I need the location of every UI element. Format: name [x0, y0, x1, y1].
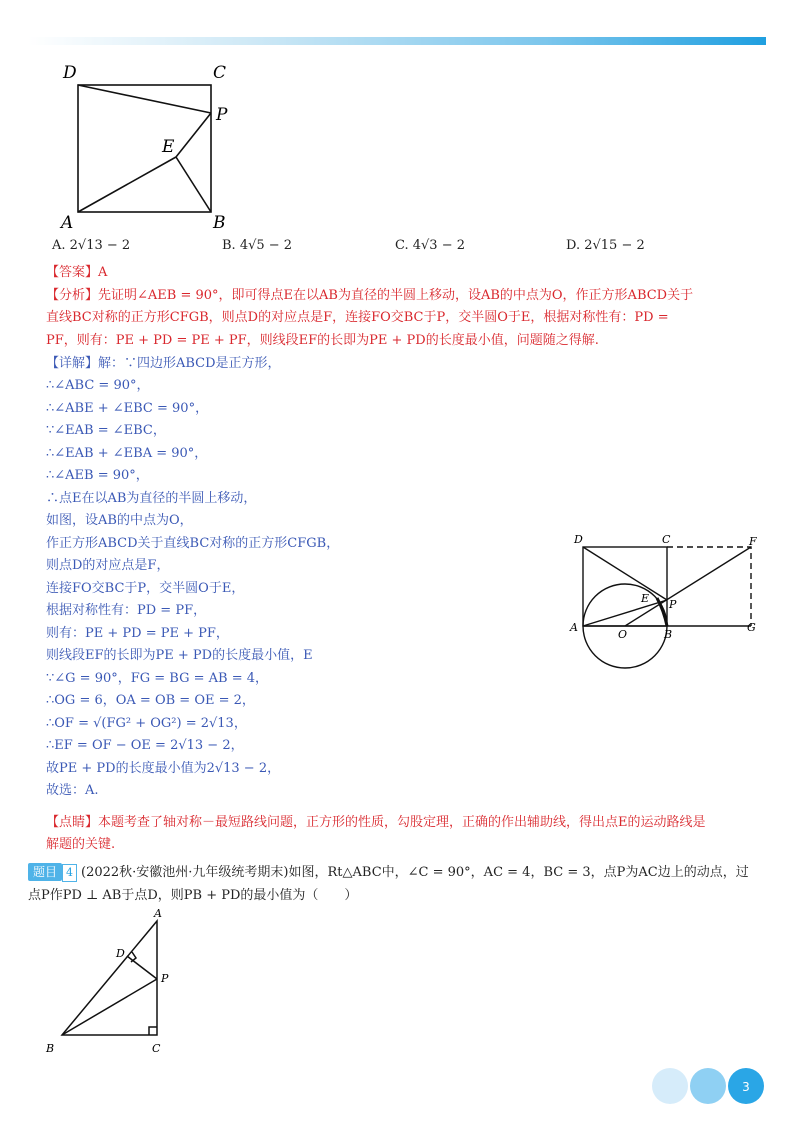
detail-line-20: 故选：A. [46, 783, 99, 798]
label-b: B [46, 1042, 55, 1055]
option-d[interactable]: D. 2√15 − 2 [566, 238, 645, 253]
option-b[interactable]: B. 4√5 − 2 [222, 238, 293, 253]
label-c: C [662, 533, 671, 546]
detail-line-6: ∴∠AEB = 90°， [46, 468, 149, 483]
detail-line-10: 则点D的对应点是F， [46, 558, 170, 573]
comment-line-2: 解题的关键. [46, 837, 116, 852]
analysis-line-3: PF，则有：PE + PD = PE + PF，则线段EF的长即为PE + PD的长度最小值，问题随之得解. [46, 333, 599, 348]
detail-line-14: 则线段EF的长即为PE + PD的长度最小值，E [46, 648, 313, 663]
label-e: E [162, 137, 175, 157]
problem-number: 4 [62, 864, 77, 882]
problem-text-line-2: 点P作PD ⊥ AB于点D，则PB + PD的最小值为（ ） [28, 887, 358, 903]
label-c: C [152, 1042, 161, 1055]
detail-line-16: ∴OG = 6，OA = OB = OE = 2， [46, 693, 255, 708]
label-c: C [213, 63, 227, 83]
label-p: P [216, 105, 228, 125]
header-decoration-bar [28, 37, 766, 45]
detail-line-18: ∴EF = OF − OE = 2√13 − 2， [46, 738, 244, 753]
detail-line-15: ∵∠G = 90°，FG = BG = AB = 4， [46, 671, 269, 686]
figure-right-triangle [40, 905, 180, 1063]
detail-line-11: 连接FO交BC于P，交半圆O于E， [46, 581, 245, 596]
detail-line-7: ∴点E在以AB为直径的半圆上移动， [46, 491, 257, 506]
page-number: 3 [742, 1080, 750, 1094]
answer-line: 【答案】A [46, 265, 108, 280]
detail-line-13: 则有：PE + PD = PE + PF， [46, 626, 229, 641]
analysis-line-1: 【分析】先证明∠AEB = 90°，即可得点E在以AB为直径的半圆上移动，设AB的中点为O，作正方形ABCD关于 [46, 288, 694, 303]
label-d: D [63, 63, 77, 83]
figure-solution-diagram [565, 528, 765, 678]
detail-line-17: ∴OF = √(FG² + OG²) = 2√13， [46, 716, 247, 731]
detail-line-12: 根据对称性有：PD = PF， [46, 603, 207, 618]
detail-line-19: 故PE + PD的长度最小值为2√13 − 2， [46, 761, 281, 776]
label-f: F [749, 535, 757, 548]
label-g: G [747, 621, 756, 634]
label-p: P [161, 972, 169, 985]
comment-line-1: 【点睛】本题考查了轴对称－最短路线问题，正方形的性质，勾股定理，正确的作出辅助线，得出点E的运动路线是 [46, 815, 706, 830]
detail-line-2: ∴∠ABC = 90°， [46, 378, 150, 393]
label-e: E [641, 592, 650, 605]
problem-4 [28, 862, 768, 907]
detail-line-3: ∴∠ABE + ∠EBC = 90°， [46, 401, 209, 416]
label-p: P [669, 598, 677, 611]
analysis-line-2: 直线BC对称的正方形CFGB，则点D的对应点是F，连接FO交BC于P，交半圆O于E，根据对称性有：PD = [46, 310, 669, 325]
answer-options [52, 238, 752, 260]
option-a[interactable]: A. 2√13 − 2 [52, 238, 131, 253]
label-d: D [116, 947, 125, 960]
label-a: A [570, 621, 578, 634]
detail-line-9: 作正方形ABCD关于直线BC对称的正方形CFGB， [46, 536, 340, 551]
detail-line-8: 如图，设AB的中点为O， [46, 513, 193, 528]
label-d: D [574, 533, 583, 546]
problem-text-line-1: (2022秋·安徽池州·九年级统考期末)如图，Rt△ABC中，∠C = 90°，AC = 4，BC = 3，点P为AC边上的动点，过 [81, 865, 749, 880]
detail-line-5: ∴∠EAB + ∠EBA = 90°， [46, 446, 208, 461]
figure-square-abcd [55, 58, 245, 233]
detail-line-1: 【详解】解：∵四边形ABCD是正方形， [46, 356, 281, 371]
label-o: O [618, 628, 628, 641]
label-a: A [61, 213, 74, 233]
label-a: A [154, 907, 162, 920]
problem-tag: 题目 [28, 863, 62, 881]
label-b: B [213, 213, 226, 233]
detail-line-4: ∵∠EAB = ∠EBC， [46, 423, 166, 438]
page-number-badge [650, 1066, 768, 1106]
option-c[interactable]: C. 4√3 − 2 [395, 238, 466, 253]
label-b: B [664, 628, 673, 641]
